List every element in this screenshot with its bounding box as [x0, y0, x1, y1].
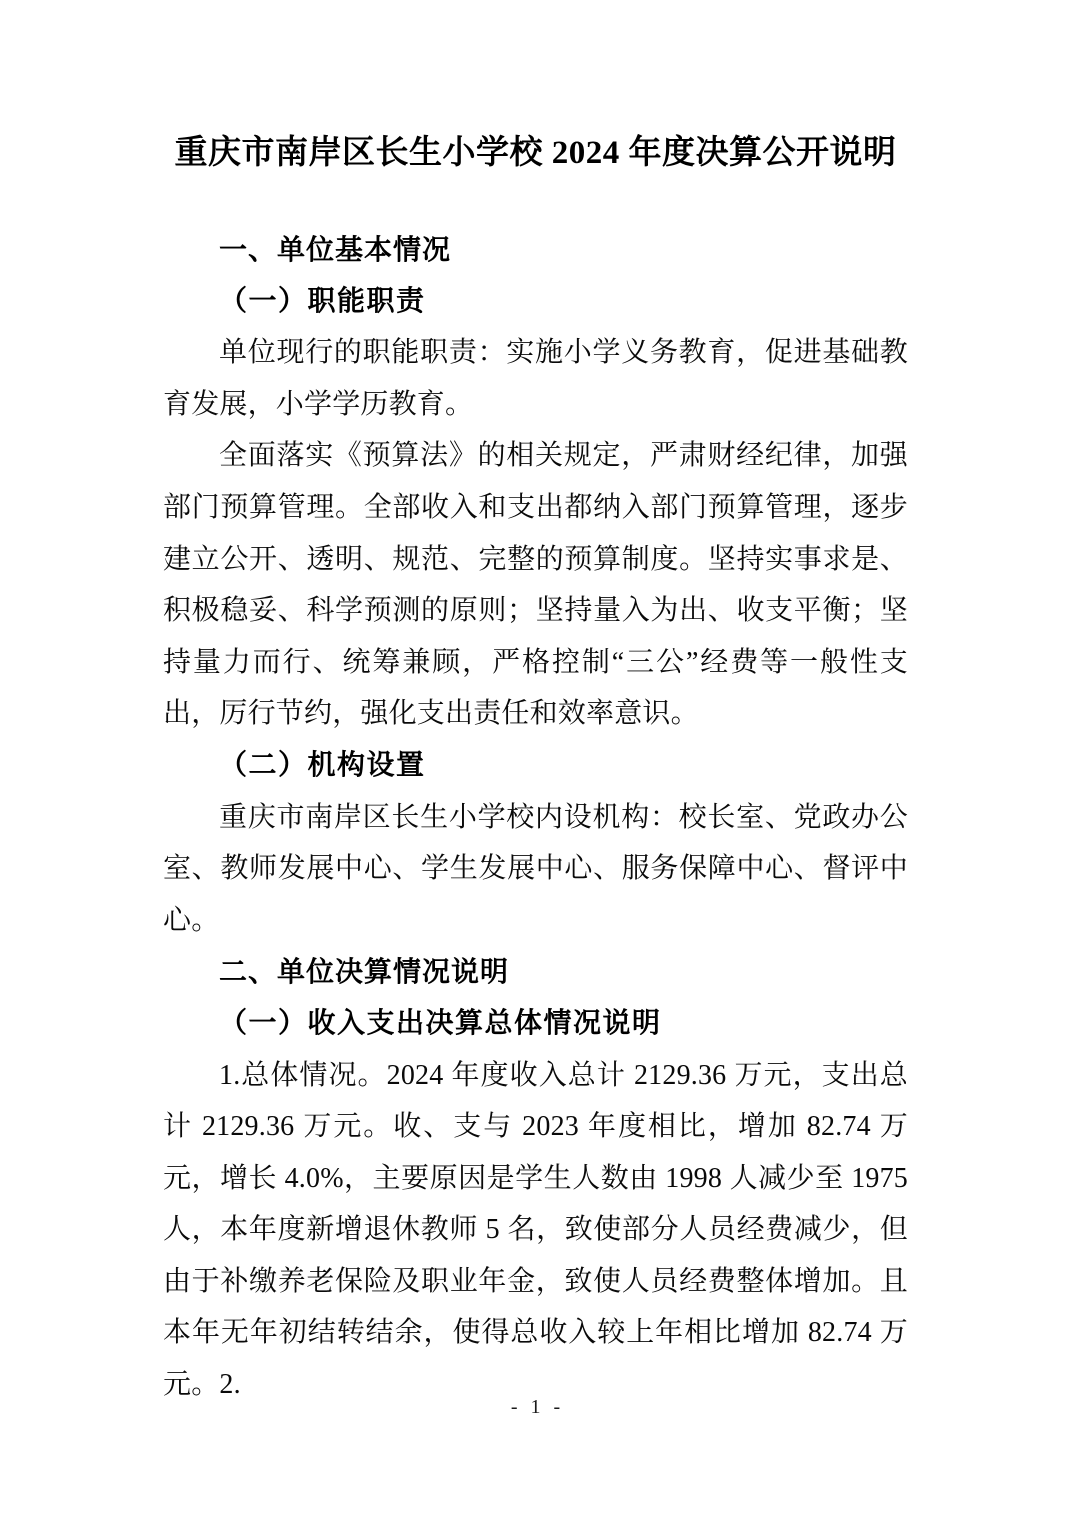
paragraph-overall-situation: 1.总体情况。2024 年度收入总计 2129.36 万元，支出总计 2129.36 万元。收、支与 2023 年度相比，增加 82.74 万元，增长 4.0%，主要原因是学生人数由 1998 人减少至 1975 人，本年度新增退休教师 5 名，致使部分人员经费减少，但由于补缴养老保险及职业年金，致使人员经费整体增加。且本年无年初结转结余，使得总收入较上年相比增加 82.74 万元。2.: [163, 1059, 908, 1401]
page-number: - 1 -: [510, 1396, 565, 1418]
section-heading-basic-info: 一、单位基本情况: [219, 234, 452, 265]
subheading-revenue-expenditure-overview: （一）收入支出决算总体情况说明: [219, 1007, 662, 1039]
paragraph-duties: 单位现行的职能职责：实施小学义务教育，促进基础教育发展，小学学历教育。: [163, 337, 908, 420]
subheading-duties: （一）职能职责: [219, 285, 426, 317]
document-title: 重庆市南岸区长生小学校 2024 年度决算公开说明: [174, 135, 897, 171]
section-heading-final-accounts: 二、单位决算情况说明: [219, 956, 510, 988]
paragraph-internal-organizations: 重庆市南岸区长生小学校内设机构：校长室、党政办公室、教师发展中心、学生发展中心、服务保障中心、督评中心。: [163, 801, 908, 936]
paragraph-budget-law: 全面落实《预算法》的相关规定，严肃财经纪律，加强部门预算管理。全部收入和支出都纳入部门预算管理，逐步建立公开、透明、规范、完整的预算制度。坚持实事求是、积极稳妥、科学预测的原则；坚持量入为出、收支平衡；坚持量力而行、统筹兼顾，严格控制“三公”经费等一般性支出，厉行节约，强化支出责任和效率意识。: [163, 440, 908, 730]
subheading-organization-setup: （二）机构设置: [219, 749, 426, 781]
